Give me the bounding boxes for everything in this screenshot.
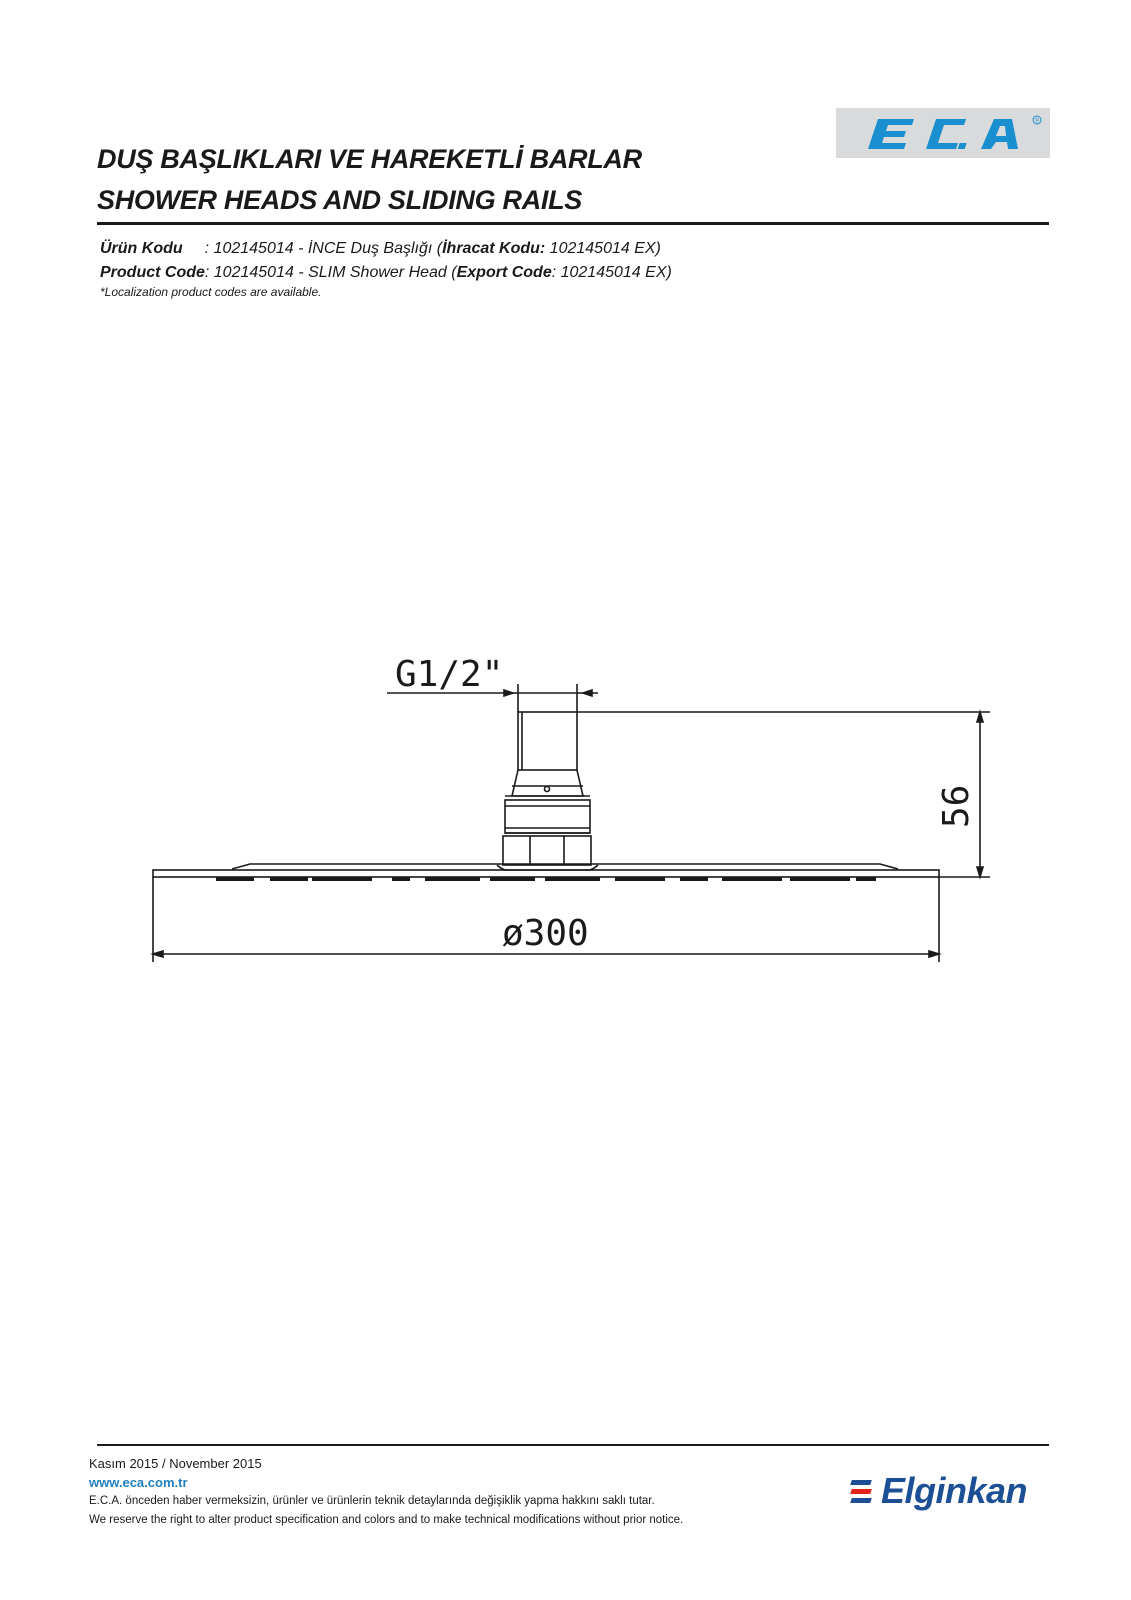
- diameter-label: ø300: [502, 913, 589, 954]
- publication-date: Kasım 2015 / November 2015: [89, 1456, 262, 1471]
- thread-arrow-right: [583, 690, 592, 696]
- height-label: 56: [936, 784, 977, 828]
- localization-note: *Localization product codes are available.: [100, 285, 322, 299]
- product-code-en-value: : 102145014 - SLIM Shower Head (: [204, 264, 457, 281]
- export-code-tr-label: İhracat Kodu:: [442, 240, 546, 257]
- thread-size-label: G1/2": [395, 654, 504, 695]
- shower-plate: [153, 870, 939, 877]
- footer-divider: [97, 1444, 1049, 1446]
- pipe-nipple: [518, 712, 577, 770]
- disclaimer-en: We reserve the right to alter product specification and colors and to make technical modifications without prior notice.: [89, 1514, 684, 1526]
- export-code-en-label: Export Code: [456, 264, 552, 281]
- page-title-en: SHOWER HEADS AND SLIDING RAILS: [97, 185, 583, 215]
- export-code-tr-value: 102145014 EX): [545, 240, 661, 257]
- registered-mark: ®: [1034, 118, 1040, 125]
- export-code-en-value: : 102145014 EX): [551, 264, 672, 281]
- page-title-tr: DUŞ BAŞLIKLARI VE HAREKETLİ BARLAR: [97, 144, 642, 174]
- product-code-en-label: Product Code: [100, 264, 205, 281]
- product-code-tr-label: Ürün Kodu: [100, 240, 183, 257]
- elginkan-wordmark: Elginkan: [881, 1470, 1028, 1511]
- website-link[interactable]: www.eca.com.tr: [89, 1475, 188, 1490]
- hex-connector: [503, 836, 591, 865]
- thread-arrow-left: [504, 690, 513, 696]
- disclaimer-tr: E.C.A. önceden haber vermeksizin, ürünler ve ürünlerin teknik detaylarında değişiklik yapma hakkını saklı tutar.: [89, 1495, 655, 1507]
- shower-plate-top: [232, 864, 898, 869]
- nozzle-row: [216, 877, 876, 881]
- product-code-tr-value: : 102145014 - İNCE Duş Başlığı (: [204, 240, 443, 257]
